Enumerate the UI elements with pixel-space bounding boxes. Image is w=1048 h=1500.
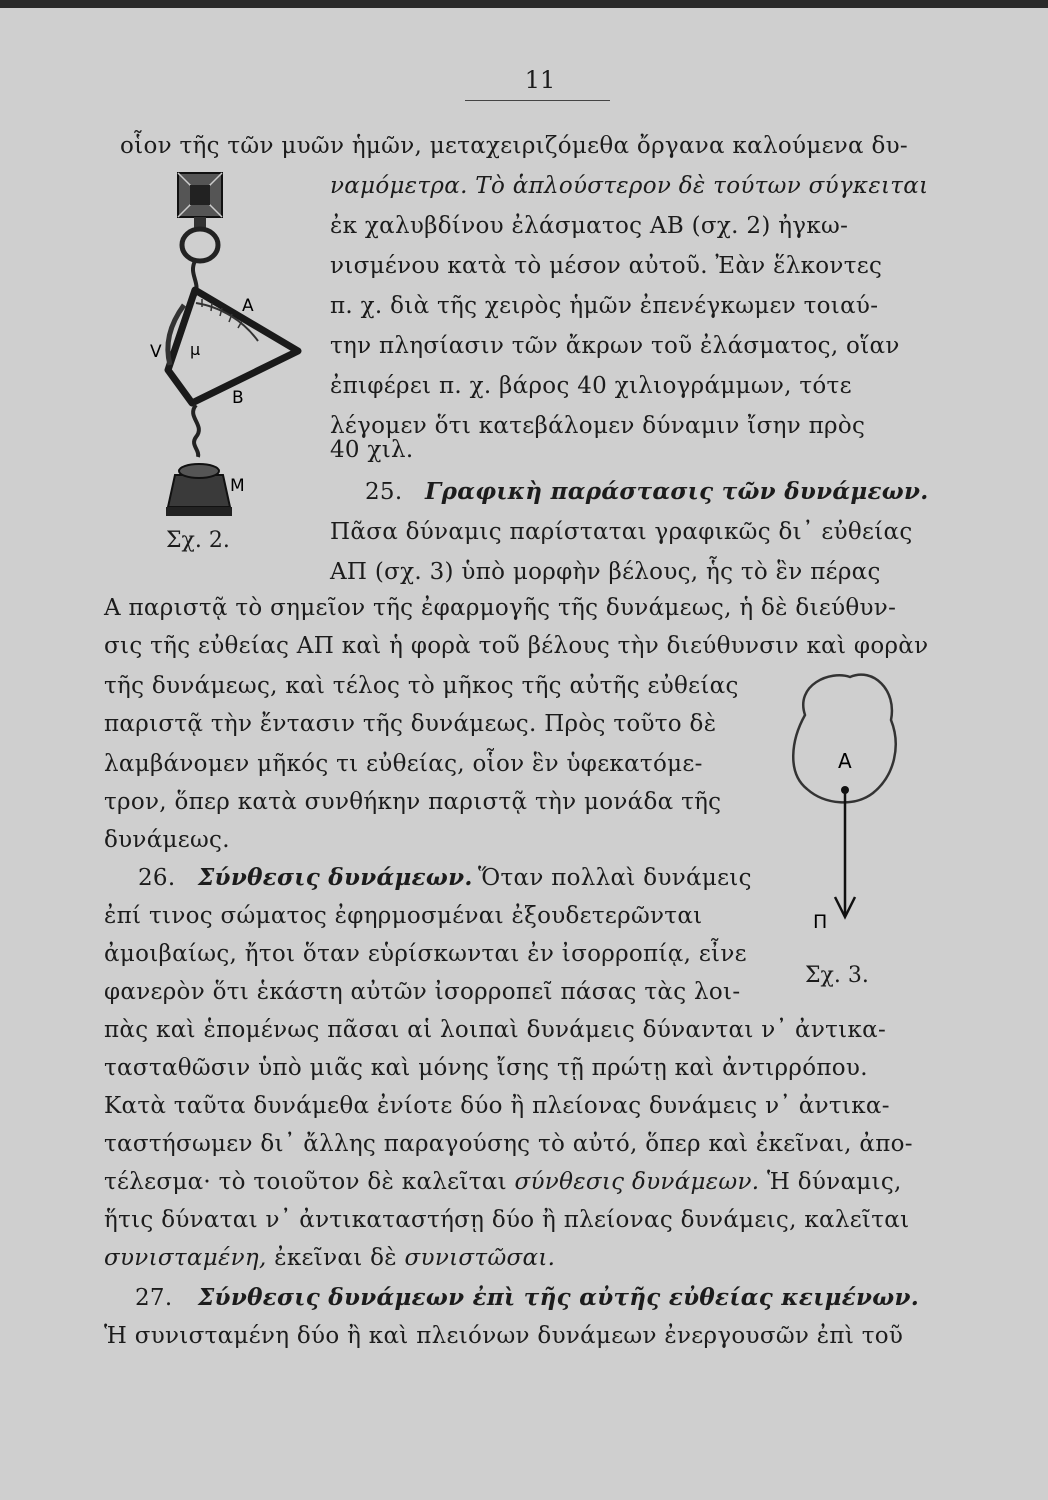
- text-line: ταστήσωμεν δι᾽ ἄλλης παραγούσης τὸ αὐτό, ὅπερ καὶ ἐκεῖναι, ἀπο-: [104, 1131, 913, 1157]
- text-line: πὰς καὶ ἑπομένως πᾶσαι αἱ λοιπαὶ δυνάμεις δύνανται ν᾽ ἀντικα-: [104, 1017, 887, 1043]
- section-27-heading: Σύνθεσις δυνάμεων ἐπὶ τῆς αὐτῆς εὐθείας κειμένων.: [198, 1284, 920, 1311]
- figure-2-dynamometer: [150, 165, 310, 525]
- text-line: λαμβάνομεν μῆκός τι εὐθείας, οἷον ἓν ὑφεκατόμε-: [104, 751, 703, 777]
- text-line: δυνάμεως.: [104, 827, 230, 853]
- text-line: Α παριστᾷ τὸ σημεῖον τῆς ἐφαρμογῆς τῆς δυνάμεως, ἡ δὲ διεύθυν-: [104, 595, 897, 621]
- page-number: 11: [524, 66, 556, 94]
- text-line: φανερὸν ὅτι ἑκάστη αὐτῶν ἰσορροπεῖ πάσας τὰς λοι-: [104, 979, 741, 1005]
- text-line: παριστᾷ τὴν ἔντασιν τῆς δυνάμεως. Πρὸς τοῦτο δὲ: [104, 711, 717, 737]
- text-line: [104, 1168, 902, 1196]
- text-line: τῆς δυνάμεως, καὶ τέλος τὸ μῆκος τῆς αὐτῆς εὐθείας: [104, 673, 739, 699]
- text-span: Ἡ δύναμις,: [767, 1169, 902, 1195]
- figure-3-force-arrow: [775, 665, 915, 945]
- weight-icon: [166, 464, 232, 516]
- text-span: ἐκεῖναι δὲ: [274, 1245, 397, 1271]
- text-line: Ἡ συνισταμένη δύο ἢ καὶ πλειόνων δυνάμεων ἐνεργουσῶν ἐπὶ τοῦ: [104, 1323, 904, 1349]
- text-line: Ὅταν πολλαὶ δυνάμεις: [478, 865, 752, 891]
- text-line: ἐκ χαλυβδίνου ἐλάσματος ΑΒ (σχ. 2) ἠγκω-: [330, 213, 849, 239]
- fig2-label-mu: μ: [190, 340, 201, 359]
- text-line: τασταθῶσιν ὑπὸ μιᾶς καὶ μόνης ἴσης τῇ πρώτῃ καὶ ἀντιρρόπου.: [104, 1055, 868, 1081]
- fig3-label-A: A: [838, 749, 852, 773]
- fig2-label-M: M: [230, 476, 245, 496]
- body-outline: [793, 675, 895, 803]
- text-line: ἐπί τινος σώματος ἐφηρμοσμέναι ἐξουδετερῶνται: [104, 903, 703, 929]
- term-components: συνιστῶσαι.: [404, 1245, 556, 1271]
- text-line: ναμόμετρα. Τὸ ἁπλούστερον δὲ τούτων σύγκειται: [330, 173, 929, 199]
- steel-spring-icon: [168, 290, 298, 403]
- hanging-square-icon: [178, 173, 222, 217]
- text-line: ἥτις δύναται ν᾽ ἀντικαταστήσῃ δύο ἢ πλείονας δυνάμεις, καλεῖται: [104, 1207, 910, 1233]
- scan-top-edge: [0, 0, 1048, 8]
- section-26-number: 26.: [138, 865, 176, 891]
- fig3-label-P: Π: [813, 911, 828, 933]
- fig2-label-V: V: [150, 342, 162, 362]
- text-line: σις τῆς εὐθείας ΑΠ καὶ ἡ φορὰ τοῦ βέλους τὴν διεύθυνσιν καὶ φορὰν: [104, 633, 929, 659]
- text-line: λέγομεν ὅτι κατεβάλομεν δύναμιν ἴσην πρὸς: [330, 413, 866, 439]
- text-span: τέλεσμα· τὸ τοιοῦτον δὲ καλεῖται: [104, 1169, 507, 1195]
- fig2-label-B: B: [232, 388, 244, 408]
- text-line: 40 χιλ.: [330, 437, 414, 463]
- text-line: ἐπιφέρει π. χ. βάρος 40 χιλιογράμμων, τότε: [330, 373, 852, 399]
- figure-3-caption: Σχ. 3.: [805, 963, 869, 988]
- section-27-number: 27.: [135, 1285, 173, 1311]
- header-rule: [465, 100, 610, 101]
- text-line: νισμένου κατὰ τὸ μέσον αὐτοῦ. Ἐὰν ἕλκοντες: [330, 253, 883, 279]
- fig2-label-A: A: [242, 296, 254, 316]
- text-line: [104, 1244, 555, 1272]
- section-25-number: 25.: [365, 479, 403, 505]
- section-26-heading: Σύνθεσις δυνάμεων.: [198, 864, 473, 891]
- text-line: οἷον τῆς τῶν μυῶν ἡμῶν, μεταχειριζόμεθα ὄργανα καλούμενα δυ-: [120, 133, 909, 159]
- term-composition-of-forces: σύνθεσις δυνάμεων.: [514, 1169, 760, 1195]
- text-line: ΑΠ (σχ. 3) ὑπὸ μορφὴν βέλους, ἧς τὸ ἓν πέρας: [330, 559, 881, 585]
- text-line: Κατὰ ταῦτα δυνάμεθα ἐνίοτε δύο ἢ πλείονας δυνάμεις ν᾽ ἀντικα-: [104, 1093, 890, 1119]
- text-line: Πᾶσα δύναμις παρίσταται γραφικῶς δι᾽ εὐθείας: [330, 519, 913, 545]
- section-25-heading: Γραφικὴ παράστασις τῶν δυνάμεων.: [425, 478, 929, 505]
- text-line: την πλησίασιν τῶν ἄκρων τοῦ ἐλάσματος, οἵαν: [330, 333, 900, 359]
- term-resultant: συνισταμένη,: [104, 1245, 267, 1271]
- top-ring-icon: [182, 229, 218, 261]
- text-line: ἀμοιβαίως, ἤτοι ὅταν εὑρίσκωνται ἐν ἰσορροπίᾳ, εἶνε: [104, 941, 747, 967]
- text-line: τρον, ὅπερ κατὰ συνθήκην παριστᾷ τὴν μονάδα τῆς: [104, 789, 722, 815]
- text-line: π. χ. διὰ τῆς χειρὸς ἡμῶν ἐπενέγκωμεν τοιαύ-: [330, 293, 879, 319]
- figure-2-caption: Σχ. 2.: [166, 528, 230, 553]
